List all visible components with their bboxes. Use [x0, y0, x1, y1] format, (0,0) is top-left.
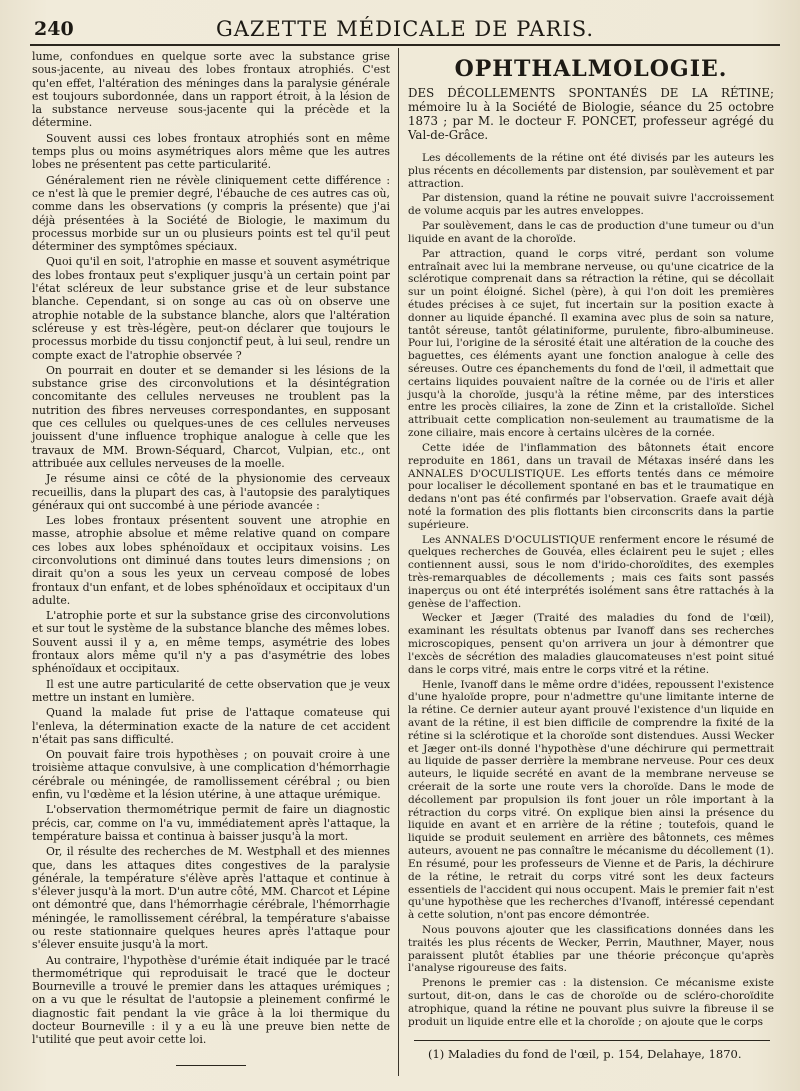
page-header	[30, 16, 780, 46]
paragraph: Quoi qu'il en soit, l'atrophie en masse et souvent asymétrique des lobes frontaux peut s'expliquer jusqu'à un certain point par l'état scléreux de leur substance grise et de leur substance blanche. Cependant, si on songe au cas où on observe une atrophie notable de la substance blanche, alors que l'altération scléreuse y est très-légère, peut-on déclarer que toujours le processus morbide du tissu conjonctif peut, à lui seul, rendre un compte exact de l'atrophie observée ?	[32, 255, 390, 362]
footnote-rule	[414, 1040, 770, 1041]
paragraph: On pouvait faire trois hypothèses ; on pouvait croire à une troisième attaque convulsive, à une complication d'hémorrhagie cérébrale ou méningée, de ramollissement cérébral ; ou bien enfin, vu l'œdème et la lésion utérine, à une attaque urémique.	[32, 748, 390, 802]
page-number: 240	[34, 18, 74, 40]
section-end-rule	[176, 1065, 246, 1066]
paragraph: Par attraction, quand le corps vitré, perdant son volume entraînait avec lui la membrane nerveuse, ou qu'une cicatrice de la sclérotique comprenait dans sa rétraction la rétine, qui se décollait sur un point éloigné. Sichel (père), à qui l'on doit les premières études précises à ce sujet, fut incertain sur la position exacte à donner au liquide épanché. Il examina avec plus de soin sa nature, tantôt séreuse, tantôt gélatiniforme, purulente, fibro-albumineuse. Pour lui, l'origine de la sérosité était une altération de la couche des baguettes, ces éléments ayant une fonction analogue à celle des séreuses. Outre ces épanchements du fond de l'œil, il admettait que certains liquides pouvaient naître de la cornée ou de l'iris et aller jusqu'à la choroïde, jusqu'à la rétine même, par des interstices entre les procès ciliaires, la zone de Zinn et la cristalloïde. Sichel attribuait cette complication non-seulement au traumatisme de la zone ciliaire, mais encore à certains ulcères de la cornée.	[408, 247, 774, 440]
paragraph: L'observation thermométrique permit de faire un diagnostic précis, car, comme on l'a vu, immédiatement après l'attaque, la température baissa et continua à baisser jusqu'à la mort.	[32, 803, 390, 843]
column-divider	[398, 48, 399, 1076]
section-title: OPHTHALMOLOGIE.	[454, 56, 728, 82]
paragraph: Prenons le premier cas : la distension. Ce mécanisme existe surtout, dit-on, dans le cas de choroïde ou de scléro-choroïdite atrophique, quand la rétine ne pouvant plus suivre la fibreuse il se produit un liquide entre elle et la choroïde ; on ajoute que le corps	[408, 977, 774, 1028]
journal-title: GAZETTE MÉDICALE DE PARIS.	[215, 17, 595, 41]
paragraph: On pourrait en douter et se demander si les lésions de la substance grise des circonvolutions et la désintégration concomitante des cellules nerveuses ne troublent pas la nutrition des fibres nerveuses correspondantes, en supposant que ces cellules ou quelques-unes de ces cellules nerveuses jouissent d'une influence trophique analogue à celle que les travaux de MM. Brown-Séquard, Charcot, Vulpian, etc., ont attribuée aux cellules nerveuses de la moelle.	[32, 363, 390, 470]
paragraph: Quand la malade fut prise de l'attaque comateuse qui l'enleva, la détermination exacte de la nature de cet accident n'était pas sans difficulté.	[32, 706, 390, 746]
paragraph: Je résume ainsi ce côté de la physionomie des cerveaux recueillis, dans la plupart des cas, à l'autopsie des paralytiques généraux qui ont succombé à une période avancée :	[32, 472, 390, 512]
paragraph: Wecker et Jæger (Traité des maladies du fond de l'œil), examinant les résultats obtenus par Ivanoff dans ses recherches microscopiques, pensent qu'on arrivera un jour à démontrer que l'excès de sécrétion des maladies glaucomateuses n'est point situé dans le corps vitré, mais entre le corps vitré et la rétine.	[408, 612, 774, 676]
paragraph: Or, il résulte des recherches de M. Westphall et des miennes que, dans les attaques dites congestives de la paralysie générale, la température s'élève après l'attaque et continue à s'élever jusqu'à la mort. D'un autre côté, MM. Charcot et Lépine ont démontré que, dans l'hémorrhagie cérébrale, l'hémorrhagie méningée, le ramollissement cérébral, la température s'abaisse ou reste stationnaire quelques heures après l'attaque pour s'élever ensuite jusqu'à la mort.	[32, 845, 390, 952]
right-column	[408, 50, 774, 1030]
article-title: DES DÉCOLLEMENTS SPONTANÉS DE LA RÉTINE	[408, 86, 771, 100]
paragraph: Cette idée de l'inflammation des bâtonnets était encore reproduite en 1861, dans un travail de Métaxas inséré dans les ANNALES D'OCULISTIQUE. Les efforts tentés dans ce mémoire pour localiser le décollement spontané en bas et le traumatique en dedans n'ont pas été confirmés par l'observation. Graefe avait déjà noté la formation des plis flottants bien circonscrits dans la partie supérieure.	[408, 441, 774, 531]
left-column	[32, 50, 390, 1066]
article-byline: ; mémoire lu à la Société de Biologie, séance du 25 octobre 1873 ; par M. le docteur F. PONCET, professeur agrégé du Val-de-Grâce.	[408, 86, 774, 142]
paragraph: Au contraire, l'hypothèse d'urémie était indiquée par le tracé thermométrique qui reproduisait le tracé que le docteur Bourneville a trouvé le premier dans les attaques urémiques ; on a vu que le résultat de l'autopsie a pleinement confirmé le diagnostic fait pendant la vie grâce à la loi thermique du docteur Bourneville : il y a eu là une preuve bien nette de l'utilité que peut avoir cette loi.	[32, 953, 390, 1047]
paragraph: Souvent aussi ces lobes frontaux atrophiés sont en même temps plus ou moins asymétriques alors même que les autres lobes ne présentent pas cette particularité.	[32, 131, 390, 172]
paragraph: Nous pouvons ajouter que les classifications données dans les traités les plus récents de Wecker, Perrin, Mauthner, Mayer, nous paraissent plutôt établies par une théorie préconçue qu'après l'analyse rigoureuse des faits.	[408, 923, 774, 975]
footnote: (1) Maladies du fond de l'œil, p. 154, Delahaye, 1870.	[428, 1047, 742, 1061]
paragraph: Les lobes frontaux présentent souvent une atrophie en masse, atrophie absolue et même relative quand on compare ces lobes aux lobes sphénoïdaux et occipitaux voisins. Les circonvolutions ont diminué dans toutes leurs dimensions ; on dirait qu'on a sous les yeux un cerveau composé de lobes frontaux d'un enfant, et de lobes sphénoïdaux et occipitaux d'un adulte.	[32, 514, 390, 607]
paragraph: L'atrophie porte et sur la substance grise des circonvolutions et sur tout le système de la substance blanche des mêmes lobes. Souvent aussi il y a, en même temps, asymétrie des lobes frontaux alors même qu'il n'y a pas d'asymétrie des lobes sphénoïdaux et occipitaux.	[32, 609, 390, 676]
paragraph: Il est une autre particularité de cette observation que je veux mettre un instant en lumière.	[32, 677, 390, 704]
paragraph: Les ANNALES D'OCULISTIQUE renferment encore le résumé de quelques recherches de Gouvéa, elles éclairent peu le sujet ; elles contiennent aussi, sous le nom d'irido-choroïdites, des exemples très-remarquables de décollements ; mais ces faits sont passés inaperçus ou ont été interprétés isolément sans être rattachés à la genèse de l'affection.	[408, 533, 774, 610]
paragraph: lume, confondues en quelque sorte avec la substance grise sous-jacente, au niveau des lobes frontaux atrophiés. C'est qu'en effet, l'altération des méninges dans la paralysie générale est toujours subordonnée, dans un rapport étroit, à la lésion de la substance nerveuse sous-jacente qui la précède et la détermine.	[32, 50, 390, 130]
article-heading	[408, 86, 774, 142]
paragraph: Les décollements de la rétine ont été divisés par les auteurs les plus récents en décollements par distension, par soulèvement et par attraction.	[408, 152, 774, 190]
paragraph: Par distension, quand la rétine ne pouvait suivre l'accroissement de volume acquis par les autres enveloppes.	[408, 192, 774, 218]
paragraph: Par soulèvement, dans le cas de production d'une tumeur ou d'un liquide en avant de la choroïde.	[408, 220, 774, 245]
paragraph: Généralement rien ne révèle cliniquement cette différence : ce n'est là que le premier degré, l'ébauche de ces autres cas où, comme dans les observations (y compris la présente) que j'ai déjà présentées à la Société de Biologie, le maximum du processus morbide sur un ou plusieurs points est tel qu'il peut déterminer des symptômes spéciaux.	[32, 173, 390, 254]
paragraph: Henle, Ivanoff dans le même ordre d'idées, repoussent l'existence d'une hyaloïde propre, pour n'admettre qu'une limitante interne de la rétine. Ce dernier auteur ayant prouvé l'existence d'un liquide en avant de la rétine, il est bien difficile de comprendre la fixité de la rétine si la sclérotique et la choroïde sont distendues. Aussi Wecker et Jæger ont-ils donné l'hypothèse d'une déchirure qui permettrait au liquide de passer derrière la membrane nerveuse. Pour ces deux auteurs, le liquide secrété en avant de la membrane nerveuse se créerait de la sorte une route vers la choroïde. Dans le mode de décollement par propulsion ils font jouer un rôle important à la rétraction du corps vitré. On explique bien ainsi la présence du liquide en avant et en arrière de la rétine ; toutefois, quand le liquide se produit seulement en arrière des bâtonnets, ces mêmes auteurs, avouent ne pas connaître le mécanisme du décollement (1). En résumé, pour les professeurs de Vienne et de Paris, la déchirure de la rétine, le retrait du corps vitré sont les deux facteurs essentiels de l'accident qui nous occupent. Mais le premier fait n'est qu'une hypothèse que les recherches d'Ivanoff, intéressé cependant à cette solution, n'ont pas encore démontrée.	[408, 678, 774, 922]
